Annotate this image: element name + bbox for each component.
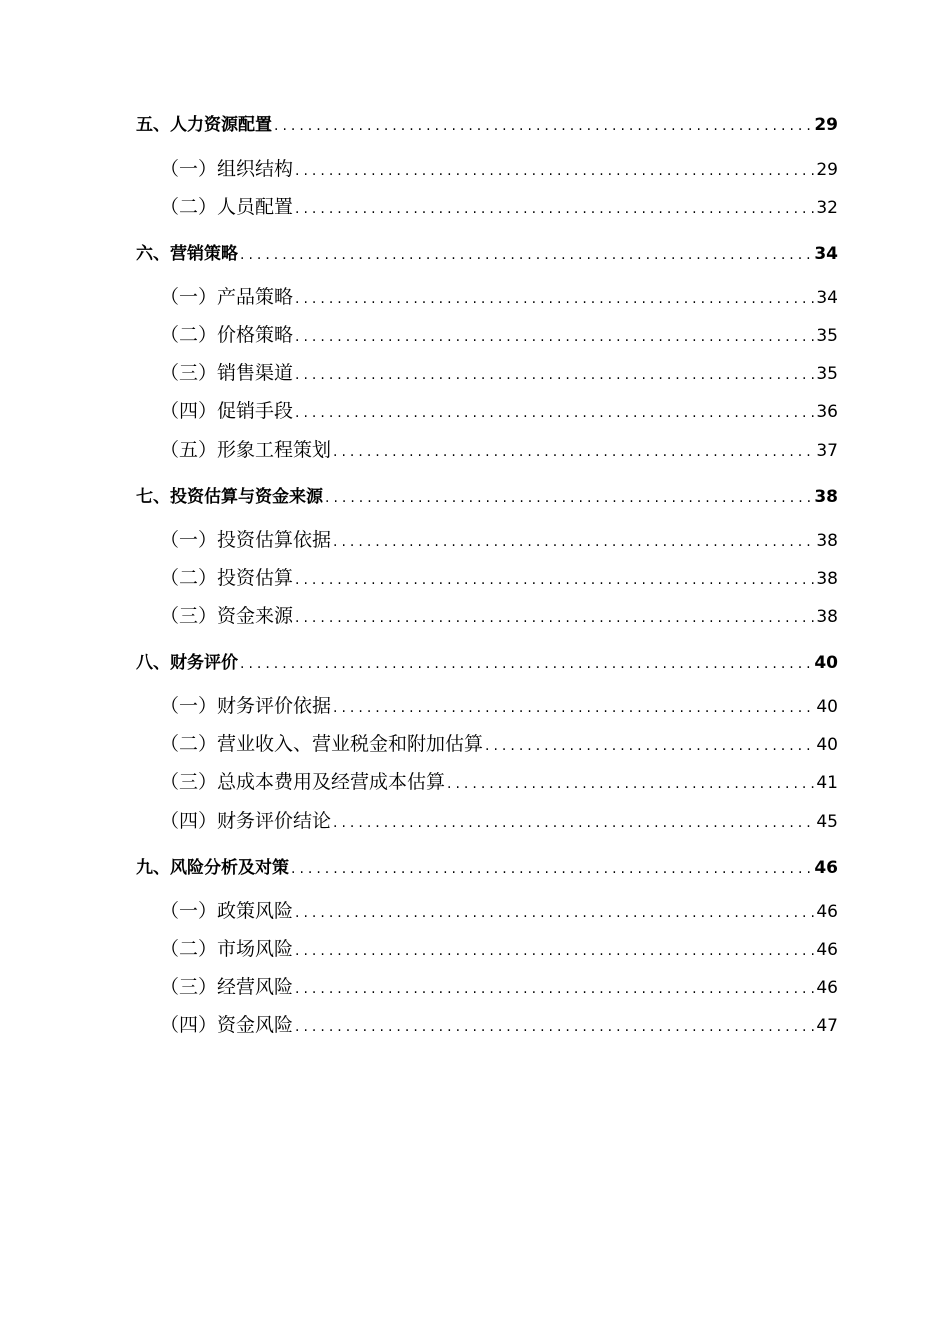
- toc-entry-subsection[interactable]: [136, 397, 838, 425]
- toc-entry-label: （三）资金来源: [160, 605, 294, 627]
- toc-entry-subsection[interactable]: [136, 692, 838, 720]
- toc-entry-label: （二）营业收入、营业税金和附加估算: [160, 733, 484, 755]
- toc-entry-label: 七、投资估算与资金来源: [136, 487, 323, 507]
- toc-entry-page: 40: [814, 653, 838, 673]
- toc-leader-dots: [295, 566, 814, 594]
- toc-entry-label: （一）政策风险: [160, 900, 294, 922]
- toc-entry-page: 29: [814, 115, 838, 135]
- toc-entry-page: 47: [816, 1016, 838, 1036]
- toc-leader-dots: [295, 157, 814, 185]
- toc-entry-page: 38: [816, 607, 838, 627]
- toc-leader-dots: [295, 285, 814, 313]
- toc-leader-dots: [333, 809, 814, 837]
- toc-entry-page: 38: [816, 531, 838, 551]
- toc-leader-dots: [240, 242, 812, 268]
- toc-entry-page: 46: [816, 902, 838, 922]
- toc-entry-label: （一）组织结构: [160, 158, 294, 180]
- toc-entry-section-6[interactable]: [136, 241, 838, 267]
- toc-entry-section-8[interactable]: [136, 650, 838, 676]
- toc-entry-subsection[interactable]: [136, 564, 838, 592]
- toc-entry-page: 38: [816, 569, 838, 589]
- toc-entry-label: （三）销售渠道: [160, 362, 294, 384]
- toc-leader-dots: [333, 438, 814, 466]
- toc-leader-dots: [325, 485, 812, 511]
- toc-entry-label: （一）产品策略: [160, 286, 294, 308]
- toc-leader-dots: [333, 528, 814, 556]
- toc-entry-label: （四）资金风险: [160, 1014, 294, 1036]
- toc-entry-page: 40: [816, 697, 838, 717]
- toc-entry-page: 35: [816, 364, 838, 384]
- toc-entry-label: （三）经营风险: [160, 976, 294, 998]
- toc-entry-label: （二）投资估算: [160, 567, 294, 589]
- toc-entry-subsection[interactable]: [136, 807, 838, 835]
- toc-entry-label: 五、人力资源配置: [136, 115, 272, 135]
- toc-entry-page: 37: [816, 441, 838, 461]
- toc-entry-page: 46: [814, 858, 838, 878]
- toc-leader-dots: [295, 1013, 814, 1041]
- toc-leader-dots: [295, 604, 814, 632]
- toc-entry-subsection[interactable]: [136, 973, 838, 1001]
- toc-entry-subsection[interactable]: [136, 436, 838, 464]
- toc-entry-page: 34: [814, 244, 838, 264]
- toc-leader-dots: [333, 694, 814, 722]
- toc-entry-page: 41: [816, 773, 838, 793]
- toc-entry-subsection[interactable]: [136, 730, 838, 758]
- toc-entry-page: 46: [816, 940, 838, 960]
- toc-entry-page: 32: [816, 198, 838, 218]
- toc-entry-label: （四）促销手段: [160, 400, 294, 422]
- toc-entry-subsection[interactable]: [136, 935, 838, 963]
- toc-entry-subsection[interactable]: [136, 155, 838, 183]
- toc-entry-label: （三）总成本费用及经营成本估算: [160, 771, 446, 793]
- toc-leader-dots: [295, 361, 814, 389]
- toc-entry-page: 38: [814, 487, 838, 507]
- toc-entry-subsection[interactable]: [136, 193, 838, 221]
- toc-entry-subsection[interactable]: [136, 1011, 838, 1039]
- toc-leader-dots: [295, 899, 814, 927]
- toc-entry-label: （二）市场风险: [160, 938, 294, 960]
- toc-entry-page: 36: [816, 402, 838, 422]
- toc-entry-page: 35: [816, 326, 838, 346]
- toc-leader-dots: [291, 856, 812, 882]
- toc-leader-dots: [240, 651, 812, 677]
- toc-entry-label: （二）价格策略: [160, 324, 294, 346]
- toc-entry-subsection[interactable]: [136, 602, 838, 630]
- toc-entry-subsection[interactable]: [136, 283, 838, 311]
- toc-leader-dots: [447, 770, 814, 798]
- toc-entry-section-5[interactable]: [136, 112, 838, 138]
- toc-entry-label: （二）人员配置: [160, 196, 294, 218]
- toc-entry-page: 40: [816, 735, 838, 755]
- toc-entry-label: 八、财务评价: [136, 653, 238, 673]
- toc-entry-subsection[interactable]: [136, 768, 838, 796]
- toc-entry-label: （四）财务评价结论: [160, 810, 332, 832]
- toc-entry-page: 29: [816, 160, 838, 180]
- toc-entry-label: 九、风险分析及对策: [136, 858, 289, 878]
- toc-entry-section-9[interactable]: [136, 855, 838, 881]
- toc-entry-page: 34: [816, 288, 838, 308]
- toc-leader-dots: [274, 113, 812, 139]
- toc-leader-dots: [485, 732, 814, 760]
- toc-leader-dots: [295, 399, 814, 427]
- toc-entry-section-7[interactable]: [136, 484, 838, 510]
- toc-entry-subsection[interactable]: [136, 526, 838, 554]
- toc-entry-label: （一）投资估算依据: [160, 529, 332, 551]
- toc-entry-label: 六、营销策略: [136, 244, 238, 264]
- toc-entry-label: （一）财务评价依据: [160, 695, 332, 717]
- toc-leader-dots: [295, 937, 814, 965]
- toc-entry-subsection[interactable]: [136, 359, 838, 387]
- toc-leader-dots: [295, 195, 814, 223]
- toc-leader-dots: [295, 323, 814, 351]
- toc-entry-label: （五）形象工程策划: [160, 439, 332, 461]
- toc-entry-page: 45: [816, 812, 838, 832]
- toc-entry-subsection[interactable]: [136, 321, 838, 349]
- toc-entry-page: 46: [816, 978, 838, 998]
- toc-leader-dots: [295, 975, 814, 1003]
- toc-entry-subsection[interactable]: [136, 897, 838, 925]
